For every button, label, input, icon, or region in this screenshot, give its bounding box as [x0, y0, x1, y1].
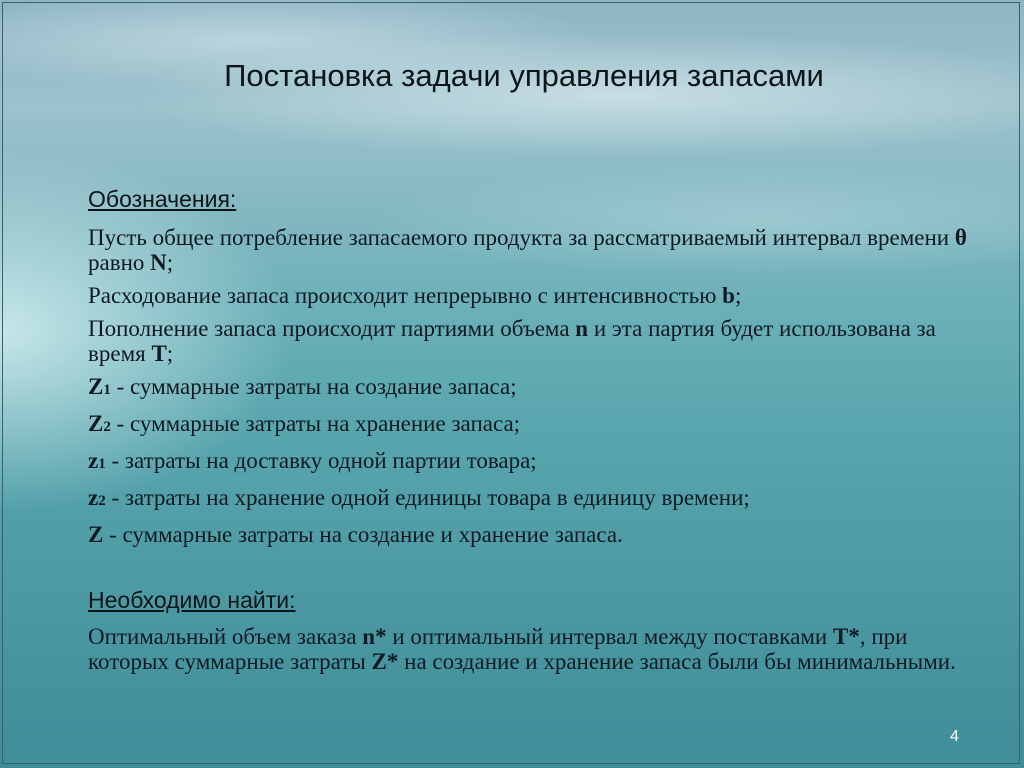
find-text: Оптимальный объем заказа n* и оптимальный интервал между поставками T*, при которых суммарные затраты Z* на создание и хранение запаса были бы минимальными. [88, 624, 956, 674]
notation-heading: Обозначения: [88, 186, 237, 212]
notation-item-small-z2: z2 - затраты на хранение одной единицы товара в единицу времени; [88, 485, 750, 510]
notation-item-total-z: Z - суммарные затраты на создание и хранение запаса. [88, 522, 623, 547]
notation-item-consumption: Пусть общее потребление запасаемого продукта за рассматриваемый интервал времени θ равно N; [88, 225, 967, 275]
notation-item-intensity: Расходование запаса происходит непрерывно с интенсивностью b; [88, 283, 742, 308]
page-number: 4 [950, 728, 959, 745]
find-heading: Необходимо найти: [88, 587, 296, 613]
slide-content [88, 186, 968, 674]
notation-item-z2: Z2 - суммарные затраты на хранение запаса; [88, 411, 521, 436]
slide-title: Постановка задачи управления запасами [224, 58, 824, 93]
notation-item-replenishment: Пополнение запаса происходит партиями объема n и эта партия будет использована за время T; [88, 316, 936, 366]
notation-item-z1: Z1 - суммарные затраты на создание запаса; [88, 374, 517, 399]
notation-item-small-z1: z1 - затраты на доставку одной партии товара; [88, 448, 537, 473]
